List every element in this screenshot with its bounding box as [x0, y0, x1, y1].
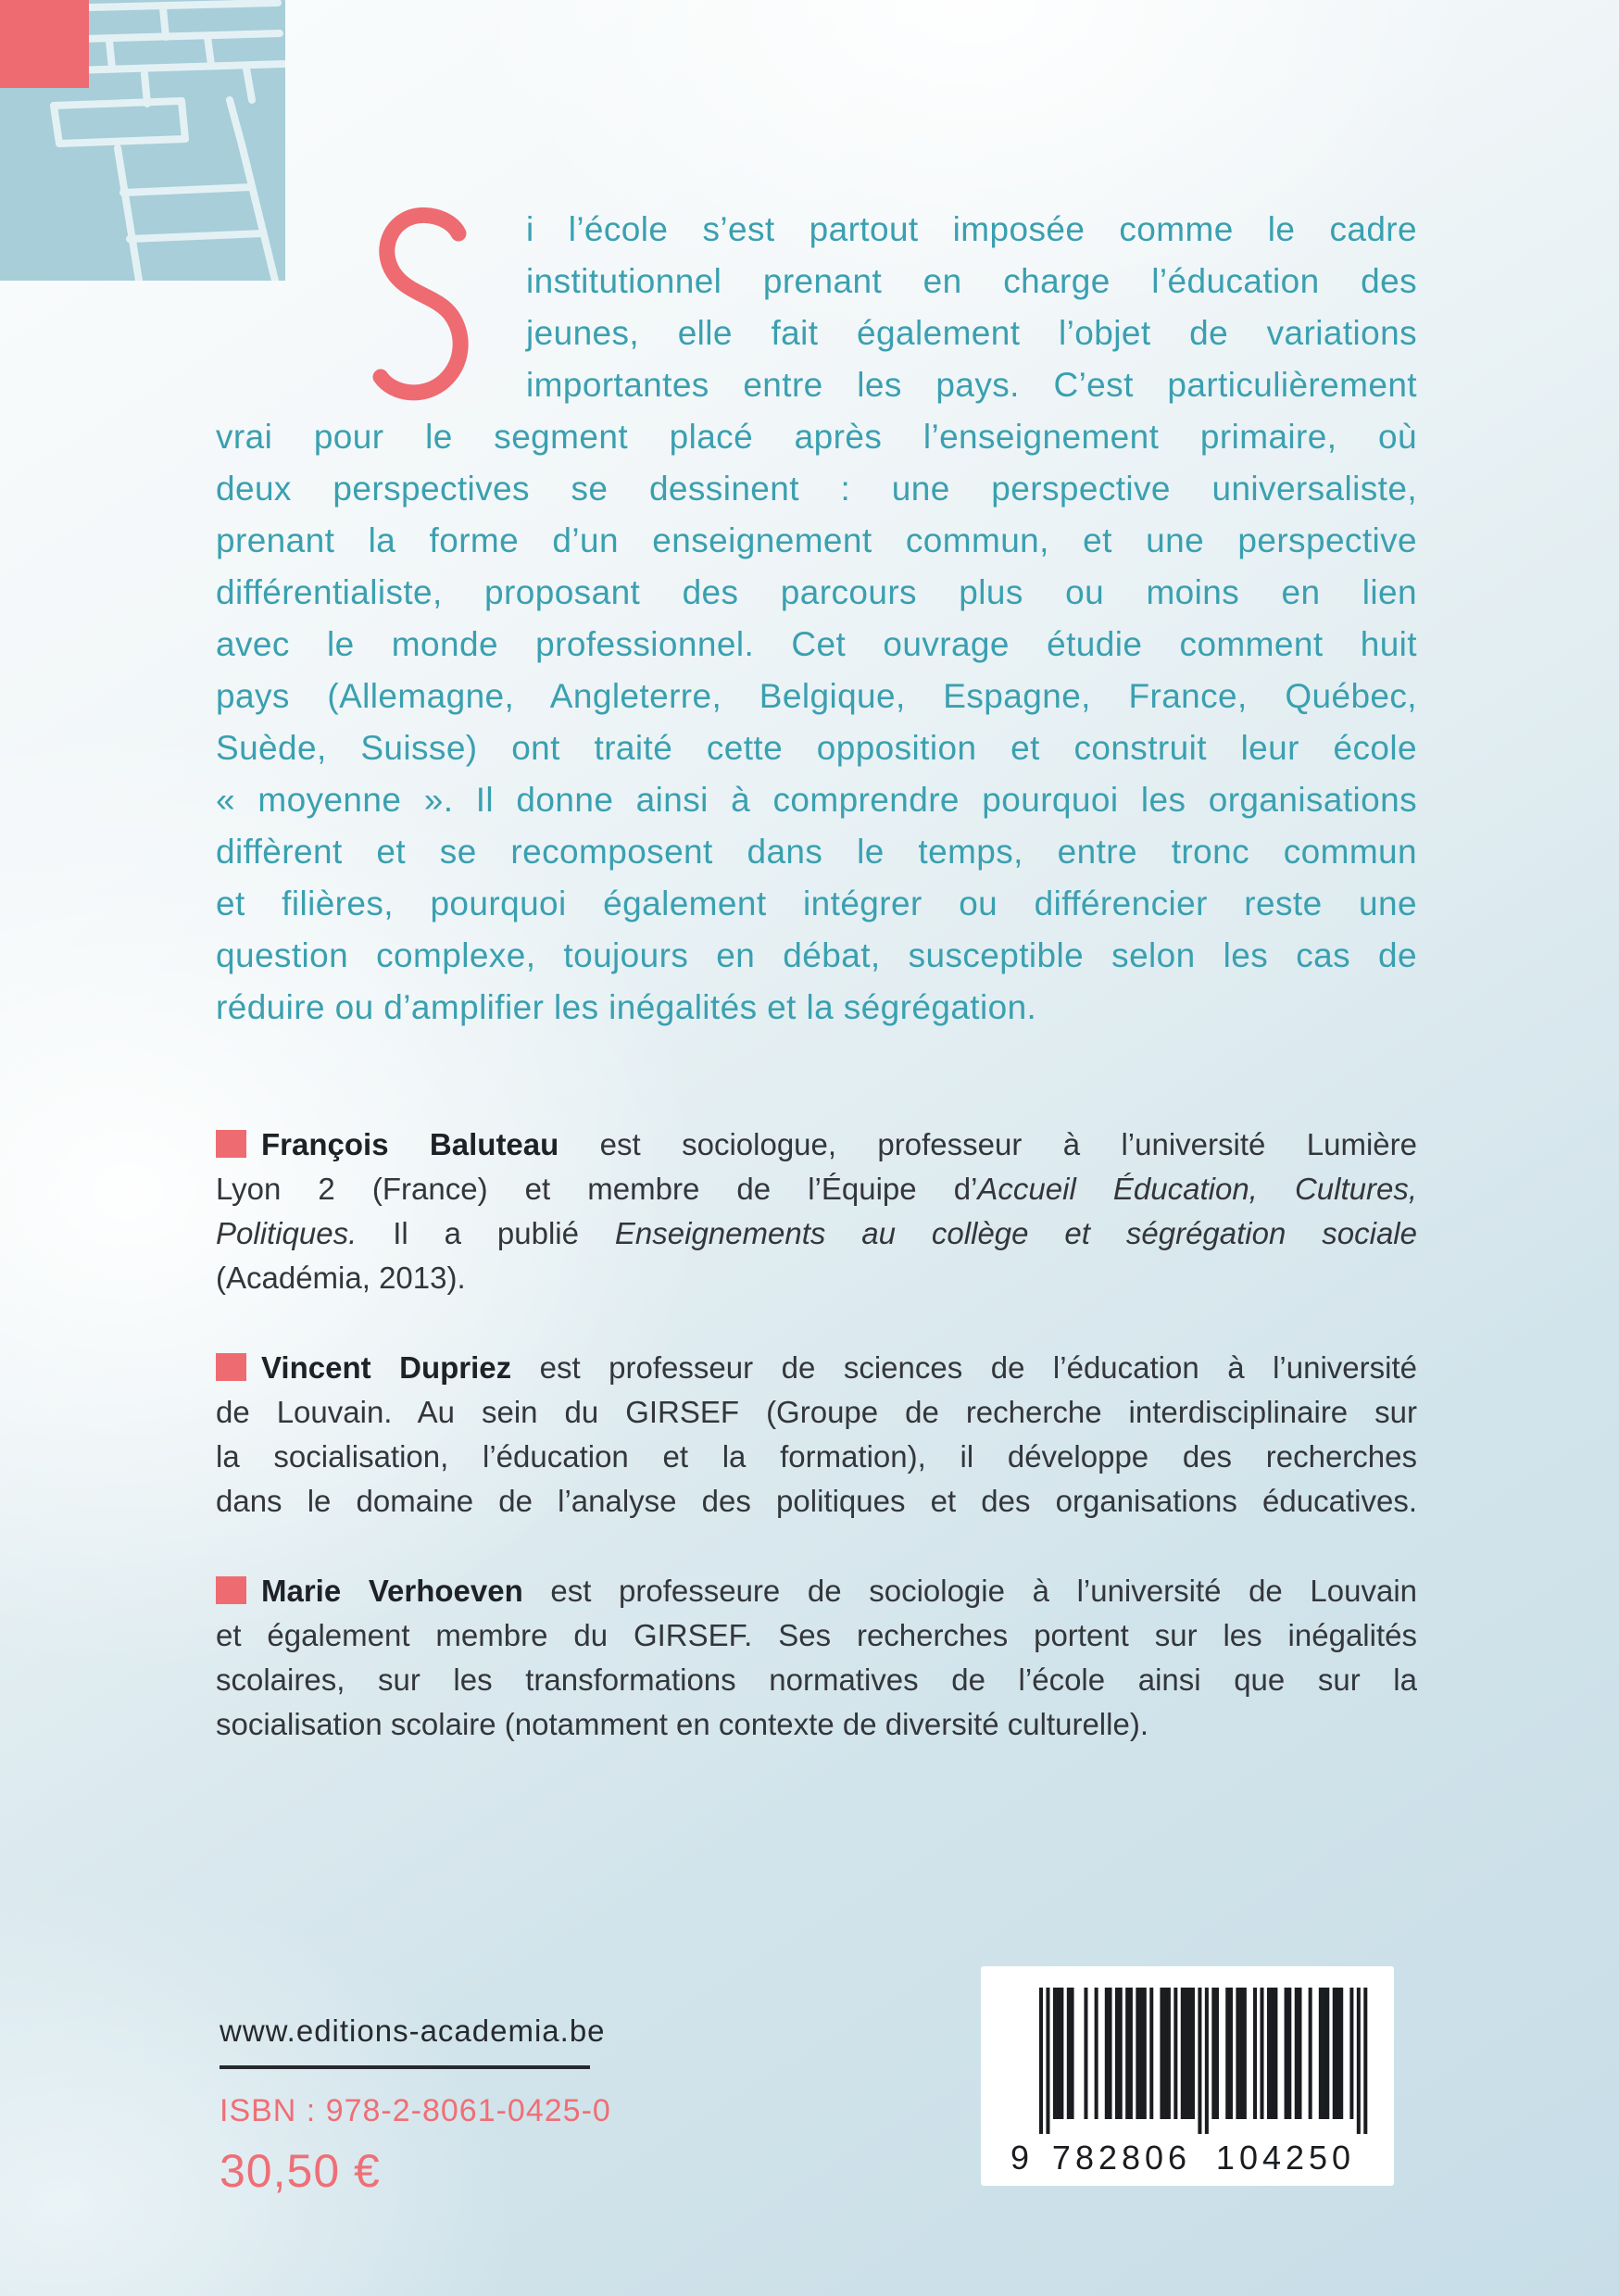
- author-bio-text: la socialisation, l’éducation et la formation), il développe des recherches: [216, 1439, 1417, 1474]
- barcode-digits: 9: [1010, 2139, 1034, 2177]
- synopsis-line: question complexe, toujours en débat, susceptible selon les cas de: [216, 936, 1417, 974]
- author-bio-line: [216, 1256, 1417, 1300]
- author-bio-text: est professeur de sciences de l’éducation à l’université: [511, 1350, 1417, 1385]
- synopsis-line: jeunes, elle fait également l’objet de variations: [526, 314, 1417, 352]
- synopsis-line: « moyenne ». Il donne ainsi à comprendre pourquoi les organisations: [216, 781, 1417, 819]
- author-bio-text: de Louvain. Au sein du GIRSEF (Groupe de recherche interdisciplinaire sur: [216, 1395, 1417, 1429]
- red-bullet-square-icon: [216, 1130, 246, 1158]
- synopsis-line: prenant la forme d’un enseignement commun, et une perspective: [216, 521, 1417, 559]
- drop-cap-letter: [369, 206, 474, 402]
- author-bio-line: [216, 1658, 1417, 1702]
- author-bio-line: [216, 1702, 1417, 1747]
- synopsis-line: deux perspectives se dessinent : une perspective universaliste,: [216, 470, 1417, 508]
- price: 30,50 €: [220, 2145, 381, 2197]
- author-bio-text: Enseignements au collège et ségrégation sociale: [614, 1216, 1417, 1250]
- red-corner-square: [0, 0, 89, 88]
- author-bio-text: socialisation scolaire (notamment en contexte de diversité culturelle).: [216, 1707, 1148, 1741]
- author-bio-text: Accueil Éducation, Cultures,: [977, 1172, 1417, 1206]
- synopsis-line: vrai pour le segment placé après l’enseignement primaire, où: [216, 418, 1417, 456]
- website-url: www.editions-academia.be: [220, 2014, 606, 2048]
- synopsis-line: diffèrent et se recomposent dans le temps, entre tronc commun: [216, 833, 1417, 871]
- author-bio-text: dans le domaine de l’analyse des politiques et des organisations éducatives.: [216, 1484, 1417, 1518]
- isbn-number: ISBN : 978-2-8061-0425-0: [220, 2093, 611, 2128]
- synopsis-line: différentialiste, proposant des parcours plus ou moins en lien: [216, 573, 1417, 611]
- synopsis-line: institutionnel prenant en charge l’éducation des: [526, 262, 1417, 300]
- author-bio-line: [216, 1346, 1417, 1390]
- barcode: [981, 1966, 1394, 2186]
- barcode-digits: 104250: [1215, 2139, 1356, 2177]
- barcode-digits: 782806: [1051, 2139, 1192, 2177]
- author-bio-text: scolaires, sur les transformations normatives de l’école ainsi que sur la: [216, 1662, 1417, 1697]
- author-bio-line: [216, 1569, 1417, 1613]
- author-bio-line: [216, 1390, 1417, 1435]
- author-bio-line: [216, 1613, 1417, 1658]
- author-name: Marie Verhoeven: [261, 1574, 523, 1608]
- red-bullet-square-icon: [216, 1576, 246, 1604]
- author-bio: [216, 1569, 1417, 1747]
- synopsis-line: et filières, pourquoi également intégrer ou différencier reste une: [216, 885, 1417, 922]
- synopsis-line: i l’école s’est partout imposée comme le cadre: [526, 210, 1417, 248]
- footer-publisher-block: [220, 2012, 611, 2198]
- synopsis-line: importantes entre les pays. C’est particulièrement: [526, 366, 1417, 404]
- author-bio-line: [216, 1479, 1417, 1524]
- author-bio-text: Il a publié: [357, 1216, 615, 1250]
- author-bio-line: [216, 1167, 1417, 1211]
- author-name: Vincent Dupriez: [261, 1350, 512, 1385]
- author-bio-text: Lyon 2 (France) et membre de l’Équipe d’: [216, 1172, 978, 1206]
- synopsis-line: réduire ou d’amplifier les inégalités et la ségrégation.: [216, 988, 1037, 1026]
- divider-rule: [220, 2065, 590, 2069]
- author-bio-text: et également membre du GIRSEF. Ses recherches portent sur les inégalités: [216, 1618, 1417, 1652]
- author-bio: [216, 1346, 1417, 1524]
- author-bio-text: est sociologue, professeur à l’université Lumière: [558, 1127, 1417, 1161]
- author-bio-text: Politiques.: [216, 1216, 358, 1250]
- synopsis-line: pays (Allemagne, Angleterre, Belgique, Espagne, France, Québec,: [216, 677, 1417, 715]
- barcode-bars: [1002, 1978, 1373, 2178]
- red-bullet-square-icon: [216, 1353, 246, 1381]
- author-bio-text: (Académia, 2013).: [216, 1261, 466, 1295]
- author-bio-line: [216, 1435, 1417, 1479]
- synopsis: [216, 204, 1417, 1034]
- synopsis-line: Suède, Suisse) ont traité cette opposition et construit leur école: [216, 729, 1417, 767]
- author-bio-line: [216, 1123, 1417, 1167]
- author-bio-text: est professeure de sociologie à l’université de Louvain: [522, 1574, 1417, 1608]
- author-name: François Baluteau: [261, 1127, 559, 1161]
- synopsis-line: avec le monde professionnel. Cet ouvrage étudie comment huit: [216, 625, 1417, 663]
- author-bio: [216, 1123, 1417, 1300]
- author-bios: [216, 1123, 1417, 1792]
- author-bio-line: [216, 1211, 1417, 1256]
